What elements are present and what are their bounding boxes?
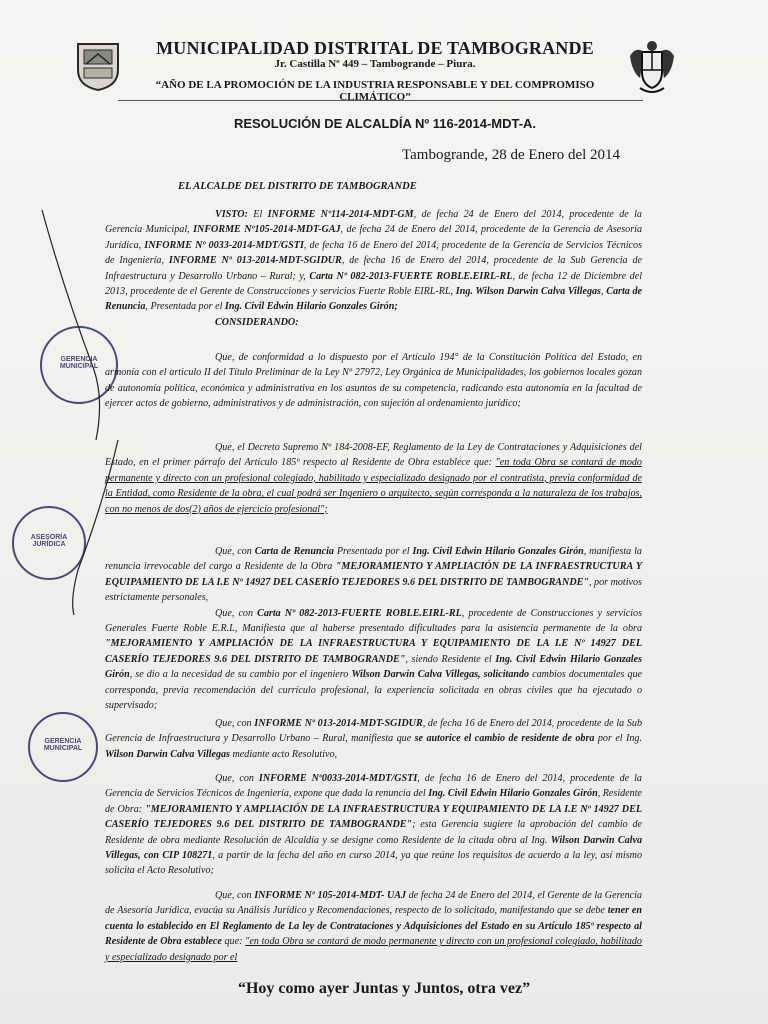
issuer-heading: EL ALCALDE DEL DISTRITO DE TAMBOGRANDE [178, 181, 417, 192]
considerando-1: Que, de conformidad a lo dispuesto por el Artículo 194° de la Constitución Política del Estado, en armonía con el articulo II del Título Preliminar de la Ley Nº 27972, Ley Orgánica de Municipalidades, los gobiernos locales gozan de autonomía política, económica y administrativa en los asuntos de su competencia, radicando esta autonomía en la facultad de ejercer actos de gobierno, administrativos y de administración, con sujeción al ordenamiento jurídico; [105, 352, 642, 410]
municipality-title: MUNICIPALIDAD DISTRITAL DE TAMBOGRANDE [156, 38, 594, 58]
considerando-4: Que, con INFORME Nº 013-2014-MDT-SGIDUR, de fecha 16 de Enero del 2014, procedente de la Sub Gerencia de Infraestructura y Desarrollo Urbano – Rural, manifiesta que se autorice el cambio de residente de obra por el Ing. Wilson Darwin Calva Villegas mediante acto Resolutivo, [105, 718, 643, 760]
considerando-3: Que, con Carta de Renuncia Presentada por el Ing. Civil Edwin Hilario Gonzales Girón, manifiesta la renuncia irrevocable del cargo a Residente de la Obra "MEJORAMIENTO Y AMPLIACIÓN DE LA INFRAESTRUCTURA Y EQUIPAMIENTO DE LA I.E Nº 14927 DEL CASERÍO TEJEDORES 9.6 DEL DISTRITO DE TAMBOGRANDE", por motivos estrictamente personales, Que, con Carta Nº 082-2013-FUERTE ROBLE.EIRL-RL, procedente de Construcciones y servicios Generales Fuerte Roble E.R.L, Manifiesta que al haberse presentado dificultades para la asistencia permanente de la obra "MEJORAMIENTO Y AMPLIACIÓN DE LA INFRAESTRUCTURA Y EQUIPAMIENTO DE LA I.E Nº 14927 DEL CASERÍO TEJEDORES 9.6 DEL DISTRITO DE TAMBOGRANDE", siendo Residente el Ing. Civil Edwin Hilario Gonzales Girón, se dio a la necesidad de su cambio por el ingeniero Wilson Darwin Calva Villegas, solicitando cambios documentales que corresponda, previa recomendación del currículo profesional, la experiencia solicitada en obras civiles que ha ejecutado o supervisado; [105, 546, 643, 712]
resolution-title: RESOLUCIÓN DE ALCALDÍA Nº 116-2014-MDT-A. [233, 116, 537, 131]
year-motto: “AÑO DE LA PROMOCIÓN DE LA INDUSTRIA RESPONSABLE Y DEL COMPROMISO CLIMÁTICO” [155, 79, 595, 103]
gerencia-stamp-2: GERENCIA MUNICIPAL [28, 712, 98, 782]
date-line: Tambogrande, 28 de Enero del 2014 [402, 147, 621, 163]
header-divider [118, 100, 643, 101]
considerando-2: Que, el Decreto Supremo Nº 184-2008-EF, Reglamento de la Ley de Contrataciones y Adquisiciones del Estado, en el primer párrafo del Artículo 185º respecto al Residente de Obra establece que: "en toda Obra se contará de modo permanente y directo con un profesional colegiado, habilitado y especializado designado por el contratista, previa conformidad de la Entidad, como Residente de la obra, el cual podrá ser Ingeniero o arquitecto, según corresponda a la naturaleza de los trabajos, con no menos de dos(2) años de ejercicio profesional"; [105, 442, 642, 515]
municipal-shield-logo [74, 40, 122, 92]
gerencia-stamp: GERENCIA MUNICIPAL [40, 326, 118, 404]
coat-of-arms-logo [626, 38, 678, 96]
asesoria-stamp: ASESORÍA JURÍDICA [12, 506, 86, 580]
visto-paragraph: VISTO: El INFORME Nº114-2014-MDT-GM, de fecha 24 de Enero del 2014, procedente de la Gerencia Municipal, INFORME Nº105-2014-MDT-GAJ, de fecha 24 de Enero del 2014, procedente de la Gerencia de Asesoría Jurídica, INFORME Nº 0033-2014-MDT/GSTI, de fecha 16 de Enero del 2014, procedente de la Gerencia de Servicios Técnicos de Ingeniería, INFORME Nº 013-2014-MDT-SGIDUR, de fecha 16 de Enero del 2014, procedente de la Sub Gerencia de Infraestructura y Desarrollo Urbano – Rural; y, Carta Nº 082-2013-FUERTE ROBLE.EIRL-RL, de fecha 12 de Diciembre del 2013, procedente de el Gerente de Construcciones y servicios Fuerte Roble EIRL-RL, Ing. Wilson Darwin Calva Villegas, Carta de Renuncia, Presentada por el Ing. Civil Edwin Hilario Gonzales Girón; CONSIDERANDO: [105, 209, 643, 328]
considerando-5: Que, con INFORME Nº0033-2014-MDT/GSTI, de fecha 16 de Enero del 2014, procedente de la Gerencia de Servicios Técnicos de Ingeniería, expone que dada la renuncia del Ing. Civil Edwin Hilario Gonzales Girón, Residente de Obra: "MEJORAMIENTO Y AMPLIACIÓN DE LA INFRAESTRUCTURA Y EQUIPAMIENTO DE LA I.E Nº 14927 DEL CASERÍO TEJEDORES 9.6 DEL DISTRITO DE TAMBOGRANDE"; esta Gerencia sugiere la aprobación del cambio de Residente de obra mediante Resolución de Alcaldía y se designe como Residente de la citada obra al Ing. Wilson Darwin Calva Villegas, con CIP 108271, a partir de la fecha del año en curso 2014, ya que reúne los requisitos de acuerdo a la ley, así mismo solicita el Acto Resolutivo; [105, 773, 643, 877]
footer-slogan: “Hoy como ayer Juntas y Juntos, otra vez” [237, 980, 531, 997]
considerando-6: Que, con INFORME Nº 105-2014-MDT- UAJ de fecha 24 de Enero del 2014, el Gerente de la Gerencia de Asesoría Jurídica, evacúa su Análisis Jurídico y Recomendaciones, respecto de lo solicitado, manifestando que se debe tener en cuenta lo establecido en El Reglamento de La ley de Contrataciones y Adquisiciones del Estado en su Artículo 185º respecto al Residente de Obra establece que: "en toda Obra se contará de modo permanente y directo con un profesional colegiado, habilitado y especializado designado por el [105, 890, 642, 963]
municipality-address: Jr. Castilla Nº 449 – Tambogrande – Piura. [274, 58, 476, 70]
